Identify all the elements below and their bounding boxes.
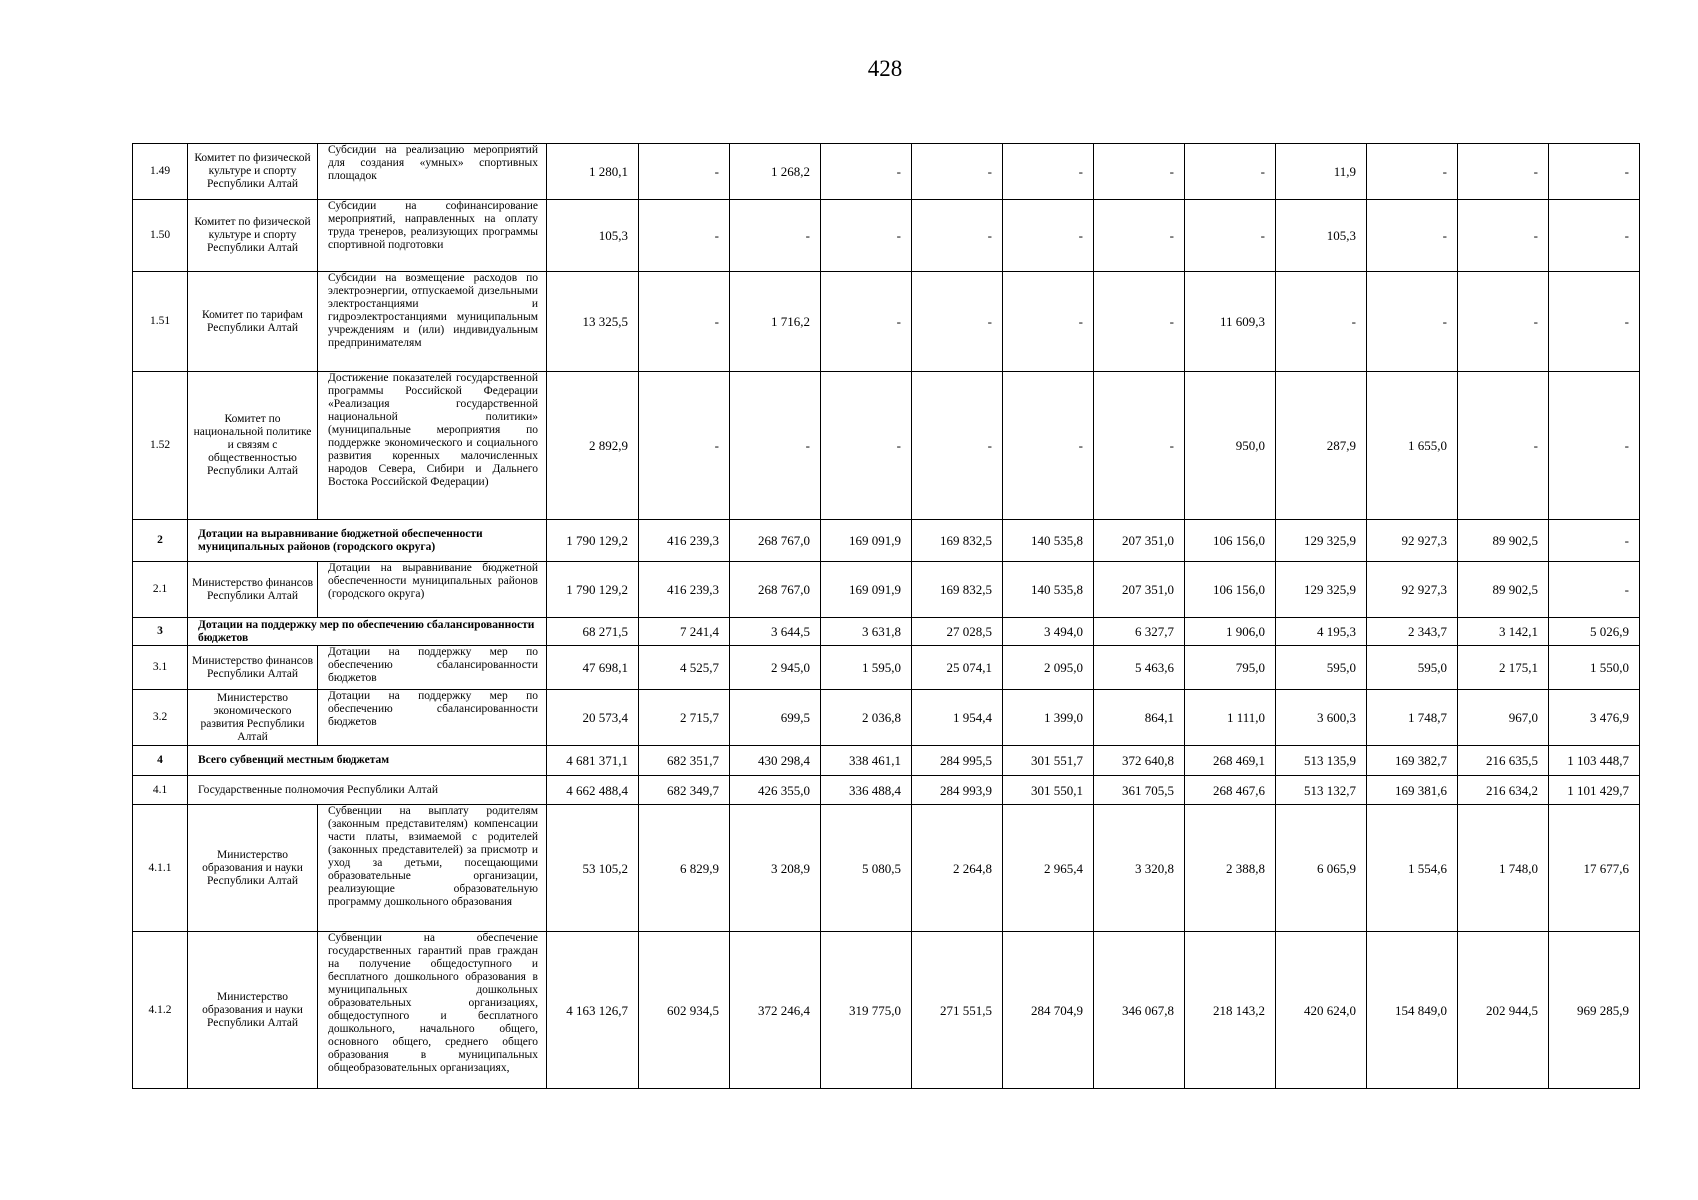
page-number: 428 xyxy=(867,56,903,81)
amount-cell: 3 142,1 xyxy=(1458,618,1549,646)
table-row xyxy=(133,272,1640,372)
amount-cell: 301 551,7 xyxy=(1003,746,1094,776)
amount-cell: 105,3 xyxy=(547,200,639,272)
amount-cell: 2 965,4 xyxy=(1003,805,1094,932)
amount-cell: 284 704,9 xyxy=(1003,932,1094,1089)
amount-cell: - xyxy=(1549,372,1640,520)
budget-table xyxy=(132,143,1640,1089)
table-row xyxy=(133,932,1640,1089)
amount-cell: 967,0 xyxy=(1458,690,1549,746)
amount-cell: 2 388,8 xyxy=(1185,805,1276,932)
amount-cell: - xyxy=(1276,272,1367,372)
amount-cell: 595,0 xyxy=(1276,646,1367,690)
amount-cell: 4 662 488,4 xyxy=(547,776,639,805)
amount-cell: 89 902,5 xyxy=(1458,520,1549,562)
amount-cell: 336 488,4 xyxy=(821,776,912,805)
amount-cell: 47 698,1 xyxy=(547,646,639,690)
description-cell: Дотации на поддержку мер по обеспечению сбалансированности бюджетов xyxy=(318,646,547,690)
table-row xyxy=(133,144,1640,200)
table-row xyxy=(133,776,1640,805)
amount-cell: 268 767,0 xyxy=(730,520,821,562)
amount-cell: 268 467,6 xyxy=(1185,776,1276,805)
table-row xyxy=(133,372,1640,520)
amount-cell: 2 095,0 xyxy=(1003,646,1094,690)
amount-cell: - xyxy=(639,200,730,272)
row-number: 4 xyxy=(133,746,188,776)
amount-cell: - xyxy=(1549,144,1640,200)
amount-cell: - xyxy=(912,372,1003,520)
description-cell: Дотации на выравнивание бюджетной обеспеченности муниципальных районов (городского округа) xyxy=(318,562,547,618)
table-row xyxy=(133,746,1640,776)
amount-cell: 105,3 xyxy=(1276,200,1367,272)
amount-cell: - xyxy=(1367,200,1458,272)
amount-cell: 271 551,5 xyxy=(912,932,1003,1089)
organization-cell: Министерство экономического развития Республики Алтай xyxy=(188,690,318,746)
amount-cell: 4 195,3 xyxy=(1276,618,1367,646)
row-number: 2.1 xyxy=(133,562,188,618)
amount-cell: 169 381,6 xyxy=(1367,776,1458,805)
amount-cell: - xyxy=(730,372,821,520)
amount-cell: - xyxy=(1094,372,1185,520)
amount-cell: 169 832,5 xyxy=(912,520,1003,562)
table-body xyxy=(133,144,1640,1089)
amount-cell: 268 767,0 xyxy=(730,562,821,618)
amount-cell: 1 655,0 xyxy=(1367,372,1458,520)
organization-cell: Министерство образования и науки Республики Алтай xyxy=(188,805,318,932)
amount-cell: 682 349,7 xyxy=(639,776,730,805)
amount-cell: 372 246,4 xyxy=(730,932,821,1089)
organization-cell: Министерство финансов Республики Алтай xyxy=(188,562,318,618)
amount-cell: - xyxy=(1458,144,1549,200)
description-cell: Субвенции на обеспечение государственных гарантий прав граждан на получение общедоступного и бесплатного дошкольного образования в муниципальных дошкольных образовательных организациях, общедоступного и бесплатного дошкольного, начального общего, основного общего, среднего общего образования в муниципальных общеобразовательных организациях, xyxy=(318,932,547,1089)
amount-cell: 140 535,8 xyxy=(1003,520,1094,562)
amount-cell: 13 325,5 xyxy=(547,272,639,372)
amount-cell: - xyxy=(639,372,730,520)
organization-cell: Комитет по национальной политике и связям с общественностью Республики Алтай xyxy=(188,372,318,520)
amount-cell: 1 595,0 xyxy=(821,646,912,690)
organization-cell: Министерство финансов Республики Алтай xyxy=(188,646,318,690)
amount-cell: 595,0 xyxy=(1367,646,1458,690)
amount-cell: 218 143,2 xyxy=(1185,932,1276,1089)
organization-cell: Комитет по тарифам Республики Алтай xyxy=(188,272,318,372)
amount-cell: 284 993,9 xyxy=(912,776,1003,805)
amount-cell: 1 550,0 xyxy=(1549,646,1640,690)
amount-cell: 513 135,9 xyxy=(1276,746,1367,776)
amount-cell: 6 327,7 xyxy=(1094,618,1185,646)
amount-cell: - xyxy=(912,200,1003,272)
table-row xyxy=(133,520,1640,562)
amount-cell: 1 906,0 xyxy=(1185,618,1276,646)
amount-cell: 1 103 448,7 xyxy=(1549,746,1640,776)
table-row xyxy=(133,690,1640,746)
amount-cell: 864,1 xyxy=(1094,690,1185,746)
amount-cell: - xyxy=(821,200,912,272)
amount-cell: - xyxy=(1367,272,1458,372)
amount-cell: 2 264,8 xyxy=(912,805,1003,932)
row-number: 4.1 xyxy=(133,776,188,805)
amount-cell: - xyxy=(1094,272,1185,372)
amount-cell: - xyxy=(1458,372,1549,520)
amount-cell: 89 902,5 xyxy=(1458,562,1549,618)
amount-cell: 5 463,6 xyxy=(1094,646,1185,690)
amount-cell: - xyxy=(1367,144,1458,200)
amount-cell: 106 156,0 xyxy=(1185,520,1276,562)
amount-cell: 1 790 129,2 xyxy=(547,562,639,618)
amount-cell: 216 635,5 xyxy=(1458,746,1549,776)
amount-cell: 25 074,1 xyxy=(912,646,1003,690)
amount-cell: - xyxy=(1549,200,1640,272)
amount-cell: 372 640,8 xyxy=(1094,746,1185,776)
amount-cell: 1 111,0 xyxy=(1185,690,1276,746)
amount-cell: 27 028,5 xyxy=(912,618,1003,646)
amount-cell: 3 208,9 xyxy=(730,805,821,932)
amount-cell: - xyxy=(1458,200,1549,272)
description-cell: Достижение показателей государственной программы Российской Федерации «Реализация государственной национальной политики» (муниципальные мероприятия по поддержке экономического и социального развития коренных малочисленных народов Севера, Сибири и Дальнего Востока Российской Федерации) xyxy=(318,372,547,520)
amount-cell: 2 945,0 xyxy=(730,646,821,690)
amount-cell: 6 065,9 xyxy=(1276,805,1367,932)
amount-cell: 3 631,8 xyxy=(821,618,912,646)
amount-cell: 140 535,8 xyxy=(1003,562,1094,618)
row-number: 2 xyxy=(133,520,188,562)
amount-cell: 3 600,3 xyxy=(1276,690,1367,746)
section-title: Дотации на поддержку мер по обеспечению сбалансированности бюджетов xyxy=(188,618,547,646)
table-row xyxy=(133,200,1640,272)
amount-cell: - xyxy=(1185,200,1276,272)
table-row xyxy=(133,562,1640,618)
section-title: Всего субвенций местным бюджетам xyxy=(188,746,547,776)
amount-cell: - xyxy=(1185,144,1276,200)
row-number: 4.1.2 xyxy=(133,932,188,1089)
amount-cell: - xyxy=(912,144,1003,200)
amount-cell: 513 132,7 xyxy=(1276,776,1367,805)
amount-cell: 5 026,9 xyxy=(1549,618,1640,646)
amount-cell: 92 927,3 xyxy=(1367,520,1458,562)
amount-cell: 1 101 429,7 xyxy=(1549,776,1640,805)
amount-cell: - xyxy=(1549,272,1640,372)
amount-cell: 287,9 xyxy=(1276,372,1367,520)
amount-cell: 699,5 xyxy=(730,690,821,746)
amount-cell: 169 832,5 xyxy=(912,562,1003,618)
amount-cell: - xyxy=(1458,272,1549,372)
amount-cell: 319 775,0 xyxy=(821,932,912,1089)
amount-cell: - xyxy=(730,200,821,272)
description-cell: Субсидии на софинансирование мероприятий, направленных на оплату труда тренеров, реализующих программы спортивной подготовки xyxy=(318,200,547,272)
amount-cell: 2 892,9 xyxy=(547,372,639,520)
amount-cell: 154 849,0 xyxy=(1367,932,1458,1089)
amount-cell: 602 934,5 xyxy=(639,932,730,1089)
organization-cell: Комитет по физической культуре и спорту Республики Алтай xyxy=(188,200,318,272)
amount-cell: - xyxy=(1094,144,1185,200)
organization-cell: Министерство образования и науки Республики Алтай xyxy=(188,932,318,1089)
amount-cell: 4 681 371,1 xyxy=(547,746,639,776)
amount-cell: 1 790 129,2 xyxy=(547,520,639,562)
amount-cell: 416 239,3 xyxy=(639,520,730,562)
amount-cell: 268 469,1 xyxy=(1185,746,1276,776)
amount-cell: 795,0 xyxy=(1185,646,1276,690)
amount-cell: 3 476,9 xyxy=(1549,690,1640,746)
amount-cell: - xyxy=(1003,272,1094,372)
amount-cell: 202 944,5 xyxy=(1458,932,1549,1089)
amount-cell: 5 080,5 xyxy=(821,805,912,932)
amount-cell: 430 298,4 xyxy=(730,746,821,776)
row-number: 1.52 xyxy=(133,372,188,520)
amount-cell: 1 399,0 xyxy=(1003,690,1094,746)
amount-cell: 426 355,0 xyxy=(730,776,821,805)
description-cell: Субвенции на выплату родителям (законным представителям) компенсации части платы, взимаемой с родителей (законных представителей) за присмотр и уход за детьми, посещающими образовательные организации, реализующие образовательную программу дошкольного образования xyxy=(318,805,547,932)
amount-cell: 969 285,9 xyxy=(1549,932,1640,1089)
organization-cell: Комитет по физической культуре и спорту Республики Алтай xyxy=(188,144,318,200)
row-number: 3.1 xyxy=(133,646,188,690)
amount-cell: 1 280,1 xyxy=(547,144,639,200)
amount-cell: 4 525,7 xyxy=(639,646,730,690)
table-row xyxy=(133,618,1640,646)
amount-cell: 129 325,9 xyxy=(1276,520,1367,562)
amount-cell: - xyxy=(912,272,1003,372)
amount-cell: 682 351,7 xyxy=(639,746,730,776)
row-number: 1.50 xyxy=(133,200,188,272)
amount-cell: - xyxy=(639,272,730,372)
amount-cell: - xyxy=(1094,200,1185,272)
amount-cell: - xyxy=(821,372,912,520)
amount-cell: 1 954,4 xyxy=(912,690,1003,746)
amount-cell: 169 382,7 xyxy=(1367,746,1458,776)
row-number: 4.1.1 xyxy=(133,805,188,932)
amount-cell: 129 325,9 xyxy=(1276,562,1367,618)
amount-cell: 7 241,4 xyxy=(639,618,730,646)
section-title: Дотации на выравнивание бюджетной обеспеченности муниципальных районов (городского округа) xyxy=(188,520,547,562)
amount-cell: 6 829,9 xyxy=(639,805,730,932)
amount-cell: - xyxy=(1003,144,1094,200)
row-number: 3 xyxy=(133,618,188,646)
amount-cell: 17 677,6 xyxy=(1549,805,1640,932)
amount-cell: - xyxy=(821,144,912,200)
amount-cell: - xyxy=(1549,520,1640,562)
amount-cell: 169 091,9 xyxy=(821,562,912,618)
row-number: 1.49 xyxy=(133,144,188,200)
amount-cell: 3 494,0 xyxy=(1003,618,1094,646)
amount-cell: - xyxy=(1549,562,1640,618)
description-cell: Субсидии на реализацию мероприятий для создания «умных» спортивных площадок xyxy=(318,144,547,200)
row-number: 3.2 xyxy=(133,690,188,746)
amount-cell: 3 644,5 xyxy=(730,618,821,646)
amount-cell: 284 995,5 xyxy=(912,746,1003,776)
row-number: 1.51 xyxy=(133,272,188,372)
amount-cell: 207 351,0 xyxy=(1094,562,1185,618)
amount-cell: - xyxy=(639,144,730,200)
amount-cell: 2 715,7 xyxy=(639,690,730,746)
amount-cell: 301 550,1 xyxy=(1003,776,1094,805)
description-cell: Субсидии на возмещение расходов по электроэнергии, отпускаемой дизельными электростанциями и гидроэлектростанциями муниципальным учреждениям и (или) индивидуальным предпринимателям xyxy=(318,272,547,372)
amount-cell: 216 634,2 xyxy=(1458,776,1549,805)
amount-cell: 1 748,7 xyxy=(1367,690,1458,746)
amount-cell: 207 351,0 xyxy=(1094,520,1185,562)
amount-cell: 68 271,5 xyxy=(547,618,639,646)
amount-cell: 106 156,0 xyxy=(1185,562,1276,618)
amount-cell: 1 716,2 xyxy=(730,272,821,372)
amount-cell: 2 175,1 xyxy=(1458,646,1549,690)
amount-cell: 2 343,7 xyxy=(1367,618,1458,646)
amount-cell: 3 320,8 xyxy=(1094,805,1185,932)
amount-cell: 2 036,8 xyxy=(821,690,912,746)
amount-cell: 416 239,3 xyxy=(639,562,730,618)
amount-cell: 338 461,1 xyxy=(821,746,912,776)
amount-cell: 11 609,3 xyxy=(1185,272,1276,372)
amount-cell: 92 927,3 xyxy=(1367,562,1458,618)
amount-cell: 1 554,6 xyxy=(1367,805,1458,932)
amount-cell: 169 091,9 xyxy=(821,520,912,562)
amount-cell: 346 067,8 xyxy=(1094,932,1185,1089)
amount-cell: - xyxy=(1003,372,1094,520)
description-cell: Дотации на поддержку мер по обеспечению сбалансированности бюджетов xyxy=(318,690,547,746)
table-row xyxy=(133,805,1640,932)
amount-cell: 53 105,2 xyxy=(547,805,639,932)
amount-cell: - xyxy=(1003,200,1094,272)
table-row xyxy=(133,646,1640,690)
amount-cell: 1 748,0 xyxy=(1458,805,1549,932)
amount-cell: 950,0 xyxy=(1185,372,1276,520)
subsection-title: Государственные полномочия Республики Алтай xyxy=(188,776,547,805)
amount-cell: 361 705,5 xyxy=(1094,776,1185,805)
amount-cell: 4 163 126,7 xyxy=(547,932,639,1089)
amount-cell: 20 573,4 xyxy=(547,690,639,746)
amount-cell: - xyxy=(821,272,912,372)
amount-cell: 11,9 xyxy=(1276,144,1367,200)
amount-cell: 1 268,2 xyxy=(730,144,821,200)
amount-cell: 420 624,0 xyxy=(1276,932,1367,1089)
